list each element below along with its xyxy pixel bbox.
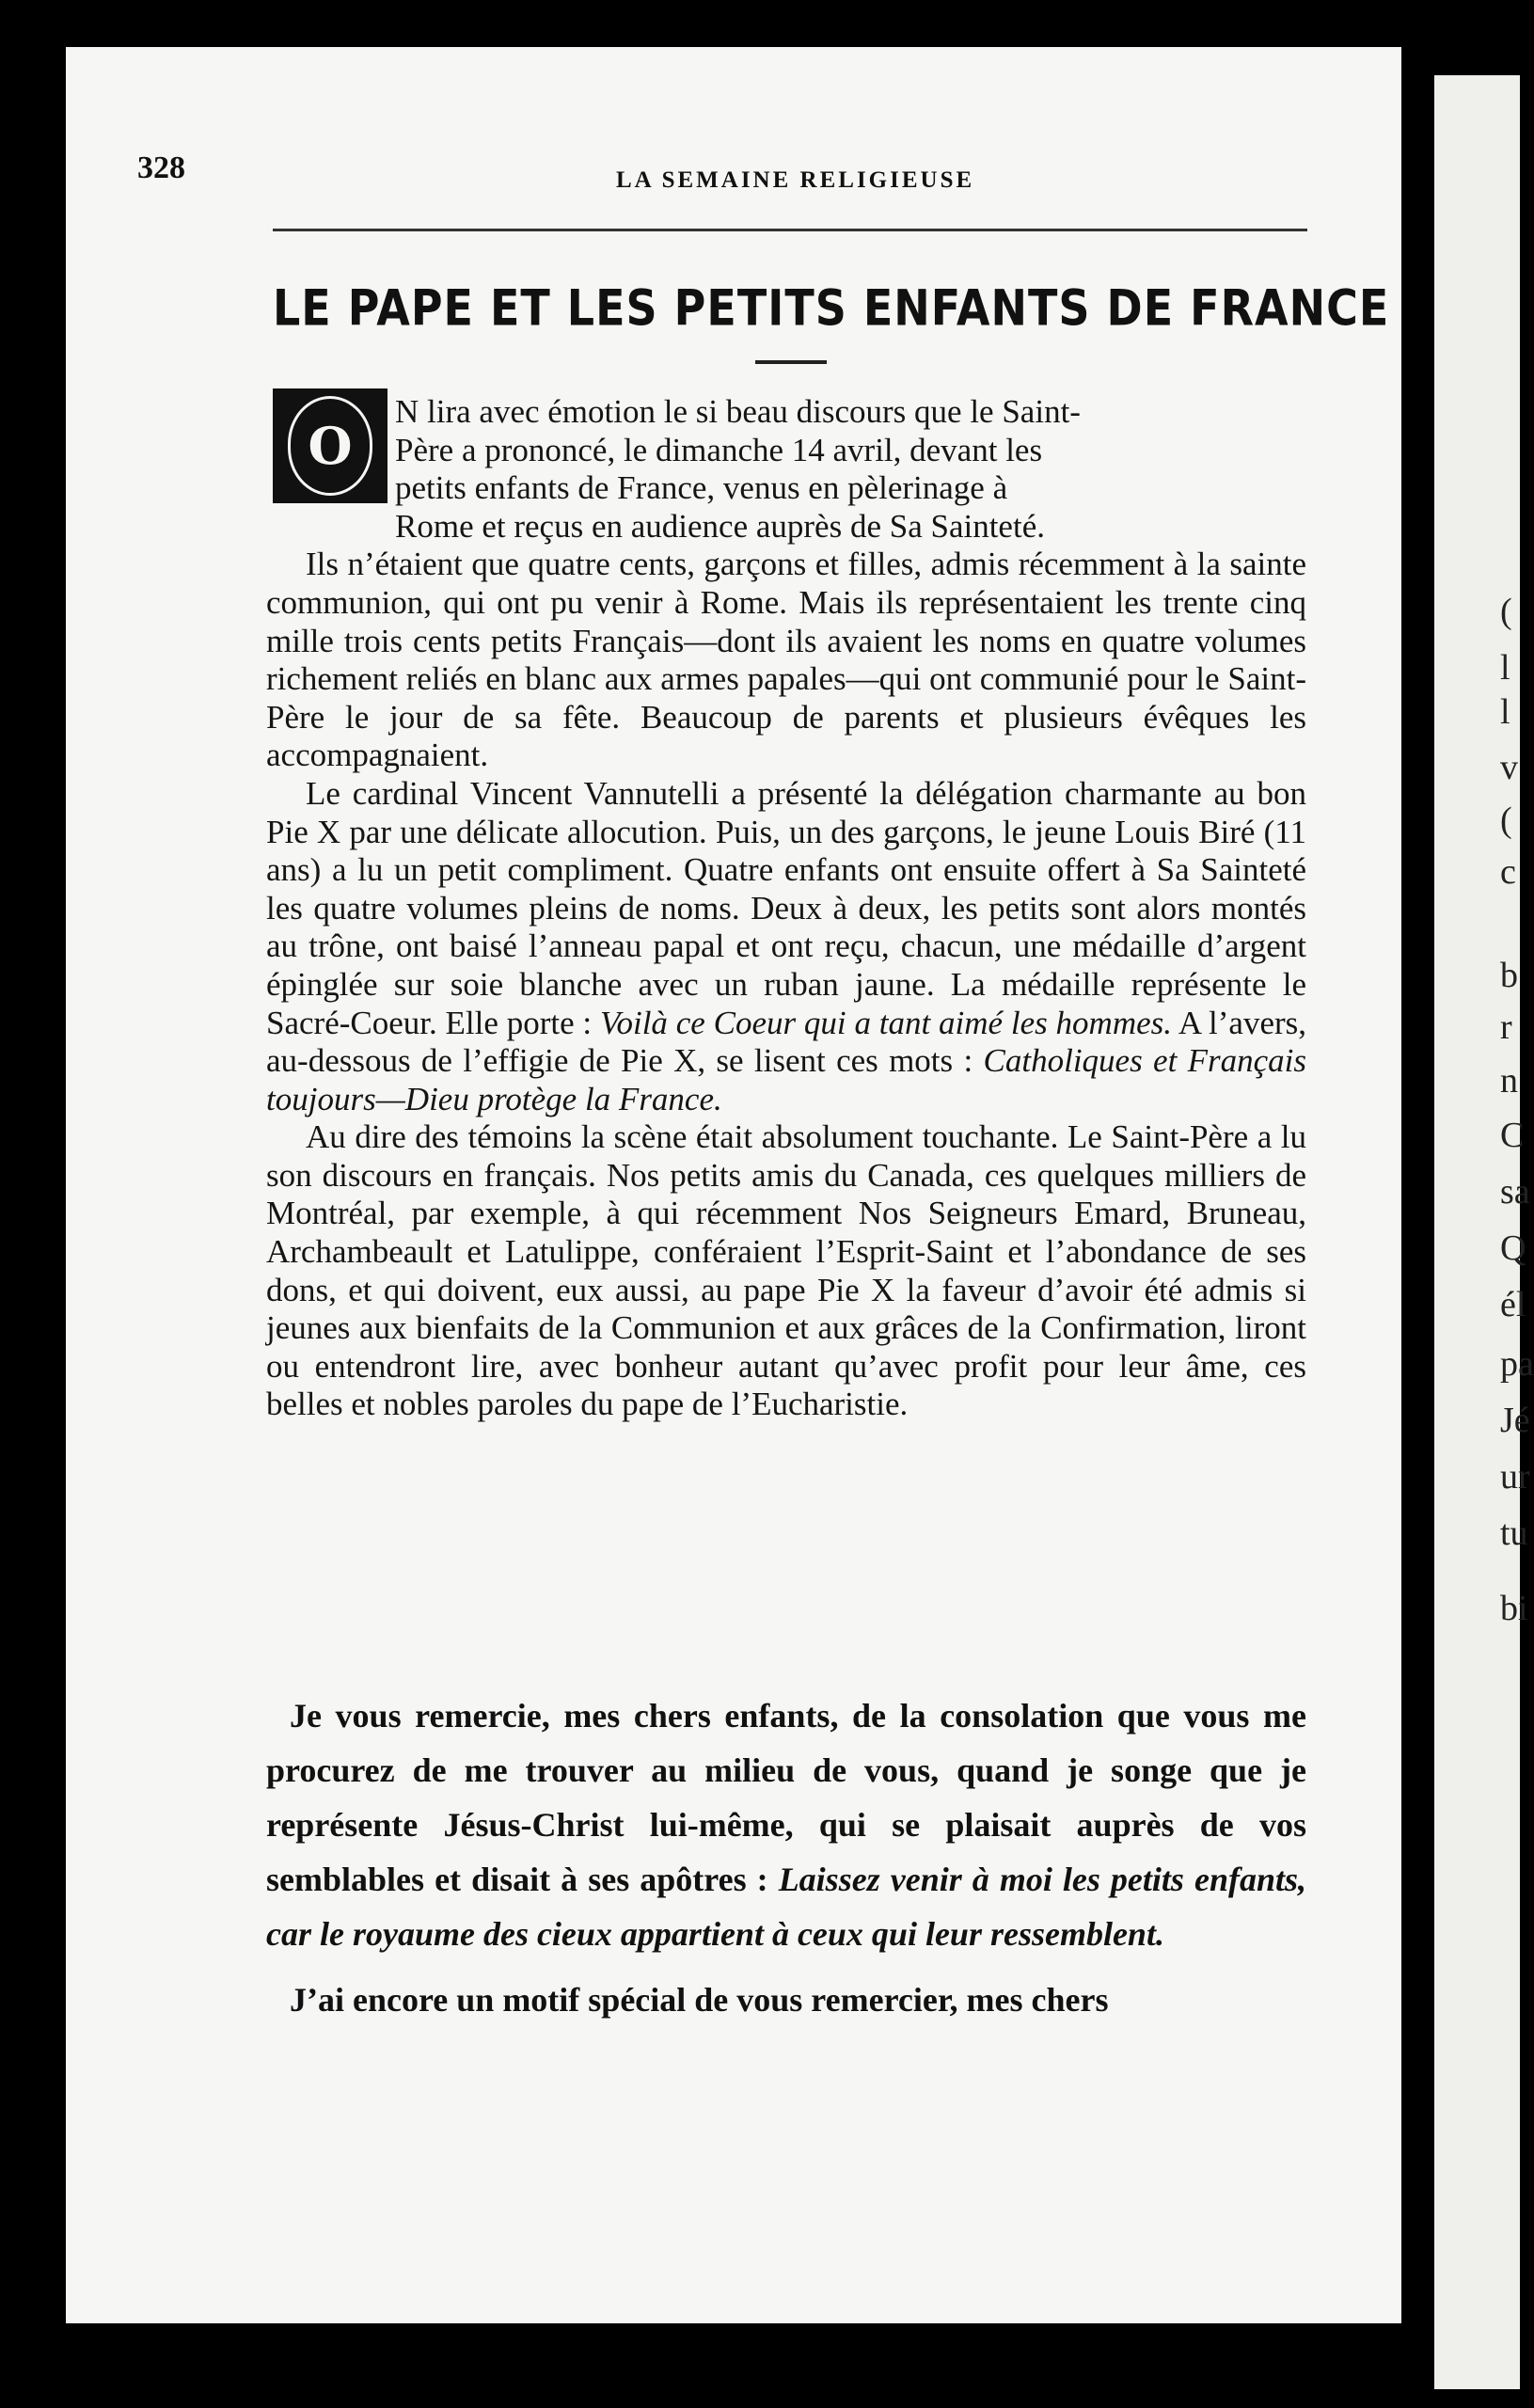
- facing-page-fragment: pa: [1500, 1344, 1534, 1384]
- intro-line: petits enfants de France, venus en pèlerinage à: [395, 469, 1008, 507]
- facing-page-fragment: (: [1500, 592, 1512, 631]
- facing-page-fragment: r: [1500, 1007, 1512, 1047]
- article-title: LE PAPE ET LES PETITS ENFANTS DE FRANCE: [273, 277, 1390, 338]
- facing-page-fragment: l: [1500, 692, 1510, 732]
- page-number: 328: [137, 150, 185, 185]
- title-divider: [755, 360, 827, 364]
- intro-line: N lira avec émotion le si beau discours que le Saint-: [395, 393, 1081, 430]
- medal-inscription: Voilà ce Coeur qui a tant aimé les hommes.: [599, 1004, 1173, 1041]
- facing-page-fragment: tu: [1500, 1513, 1528, 1553]
- dropcap-letter: O: [288, 396, 372, 496]
- facing-page-fragment: bi: [1500, 1589, 1528, 1628]
- discourse-paragraph: [266, 1688, 1306, 1961]
- facing-page-fragment: l: [1500, 648, 1510, 688]
- papal-discourse: [266, 1688, 1306, 2027]
- discourse-text: Je vous remercie, mes chers enfants, de la consolation que vous me procurez de me trouver au milieu de vous, quand je songe que je représente Jésus-Christ lui-même, qui se plaisait auprès de vos semblables et disait à ses apôtres :: [266, 1697, 1306, 1898]
- facing-page-fragment: (: [1500, 800, 1512, 840]
- intro-line: Père a prononcé, le dimanche 14 avril, devant les: [395, 431, 1043, 468]
- facing-page-edge: [1434, 75, 1534, 2389]
- paragraph: Au dire des témoins la scène était absolument touchante. Le Saint-Père a lu son discours en français. Nos petits amis du Canada, ces quelques milliers de Montréal, par exemple, à qui récemment Nos Seigneurs Emard, Bruneau, Archambeault et Latulippe, conféraient l’Esprit-Saint et l’abondance de ses dons, et qui doivent, eux aussi, au pape Pie X la faveur d’avoir été admis si jeunes aux bienfaits de la Communion et aux grâces de la Confirmation, liront ou entendront lire, avec bonheur autant qu’avec profit pour leur âme, ces belles et nobles paroles du pape de l’Eucharistie.: [266, 1118, 1306, 1423]
- facing-page-fragment: Jé: [1500, 1401, 1530, 1440]
- article-body: [266, 393, 1306, 1424]
- gospel-quote: Laissez venir à moi les petits enfants, car le royaume des cieux appartient à ceux qui leur ressemblent.: [266, 1861, 1306, 1953]
- medal-motto: Catholiques et Français toujours—Dieu protège la France.: [266, 1042, 1306, 1117]
- paragraph: Ils n’étaient que quatre cents, garçons et filles, admis récemment à la sainte communion, qui ont pu venir à Rome. Mais ils représentaient les trente cinq mille trois cents petits Français—dont ils avaient les noms en quatre volumes richement reliés en blanc aux armes papales—qui ont communié pour le Saint-Père le jour de sa fête. Beaucoup de parents et plusieurs évêques les accompagnaient.: [266, 546, 1306, 774]
- facing-page-fragment: n: [1500, 1061, 1518, 1101]
- paragraph: [266, 775, 1306, 1118]
- facing-page-fragment: b: [1500, 956, 1518, 995]
- intro-line: Rome et reçus en audience auprès de Sa Sainteté.: [395, 507, 1045, 545]
- running-title: LA SEMAINE RELIGIEUSE: [616, 167, 975, 193]
- header-rule: [273, 229, 1307, 231]
- facing-page-fragment: c: [1500, 852, 1516, 892]
- facing-page-fragment: C: [1500, 1116, 1525, 1155]
- discourse-paragraph: J’ai encore un motif spécial de vous remercier, mes chers: [290, 1981, 1109, 2019]
- paragraph-text: Le cardinal Vincent Vannutelli a présenté la délégation charmante au bon Pie X par une délicate allocution. Puis, un des garçons, le jeune Louis Biré (11 ans) a lu un petit compliment. Quatre enfants ont ensuite offert à Sa Sainteté les quatre volumes pleins de noms. Deux à deux, les petits sont alors montés au trône, ont baisé l’anneau papal et ont reçu, chacun, une médaille d’argent épinglée sur soie blanche avec un ruban jaune. La médaille représente le Sacré-Coeur. Elle porte :: [266, 774, 1306, 1041]
- facing-page-fragment: él: [1500, 1285, 1526, 1324]
- facing-page-fragment: ur: [1500, 1457, 1530, 1497]
- facing-page-fragment: Q: [1500, 1228, 1526, 1268]
- intro-paragraph: [395, 393, 1306, 546]
- paragraph-text: A l’avers, au-dessous de l’effigie de Pie X, se lisent ces mots :: [266, 1004, 1307, 1080]
- facing-page-fragment: v: [1500, 748, 1518, 787]
- facing-page-fragment: sa: [1500, 1172, 1530, 1212]
